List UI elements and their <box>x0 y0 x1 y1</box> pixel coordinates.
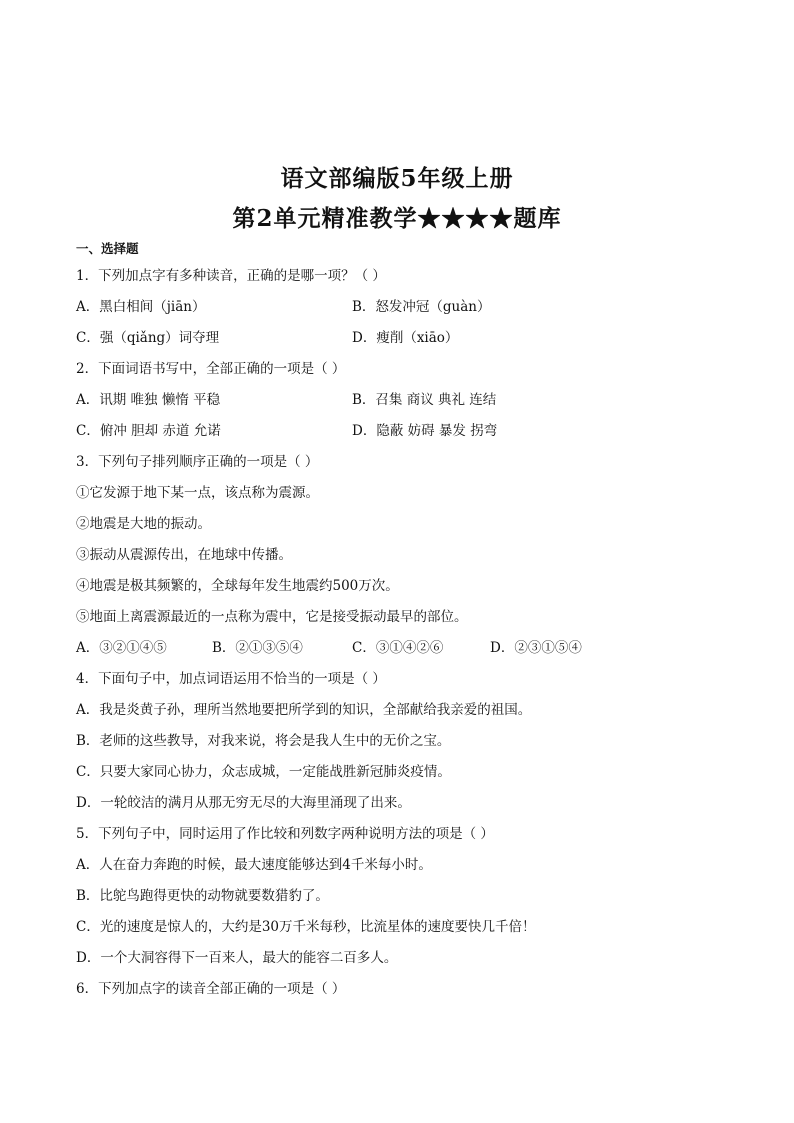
question-4-stem: 4．下面句子中，加点词语运用不恰当的一项是（ ） <box>76 671 386 687</box>
question-3-sentence-3: ③振动从震源传出，在地球中传播。 <box>76 547 292 563</box>
question-3-sentence-5: ⑤地面上离震源最近的一点称为震中，它是接受振动最早的部位。 <box>76 609 468 625</box>
question-4-option-b: B．老师的这些教导，对我来说，将会是我人生中的无价之宝。 <box>76 733 451 749</box>
question-3-sentence-4: ④地震是极其频繁的，全球每年发生地震约500万次。 <box>76 578 399 594</box>
question-3-option-c: C．③①④②⑥ <box>352 640 444 656</box>
question-1-option-d: D．瘦削（xiāo） <box>352 330 459 346</box>
question-1-option-a: A．黑白相间（jiān） <box>76 299 206 315</box>
section-heading: 一、选择题 <box>76 241 139 256</box>
question-5-option-a: A．人在奋力奔跑的时候，最大速度能够达到4千米每小时。 <box>76 857 432 873</box>
question-5-option-c: C．光的速度是惊人的，大约是30万千米每秒，比流星体的速度要快几千倍！ <box>76 919 536 935</box>
question-4-option-c: C．只要大家同心协力，众志成城，一定能战胜新冠肺炎疫情。 <box>76 764 451 780</box>
question-5-stem: 5．下列句子中，同时运用了作比较和列数字两种说明方法的项是（ ） <box>76 826 494 842</box>
question-4-option-d: D．一轮皎洁的满月从那无穷无尽的大海里涌现了出来。 <box>76 795 411 811</box>
question-3-option-a: A．③②①④⑤ <box>76 640 167 656</box>
question-3-stem: 3．下列句子排列顺序正确的一项是（ ） <box>76 454 319 470</box>
question-4-option-a: A．我是炎黄子孙，理所当然地要把所学到的知识，全部献给我亲爱的祖国。 <box>76 702 532 718</box>
question-3-sentence-2: ②地震是大地的振动。 <box>76 516 211 532</box>
question-3-sentence-1: ①它发源于地下某一点，该点称为震源。 <box>76 485 319 501</box>
question-2-stem: 2．下面词语书写中，全部正确的一项是（ ） <box>76 361 346 377</box>
question-3-option-d: D．②③①⑤④ <box>490 640 582 656</box>
question-5-option-d: D．一个大洞容得下一百来人，最大的能容二百多人。 <box>76 950 398 966</box>
question-1-stem: 1．下列加点字有多种读音，正确的是哪一项？（ ） <box>76 268 386 284</box>
question-2-option-b: B．召集 商议 典礼 连结 <box>352 392 497 408</box>
question-6-stem: 6．下列加点字的读音全部正确的一项是（ ） <box>76 981 346 997</box>
question-3-option-b: B．②①③⑤④ <box>212 640 303 656</box>
question-1-option-b: B．怒发冲冠（guàn） <box>352 299 491 315</box>
document-title: 语文部编版5年级上册 <box>280 165 514 192</box>
question-1-option-c: C．强（qiǎng）词夺理 <box>76 330 220 346</box>
question-2-option-a: A．讯期 唯独 懒惰 平稳 <box>76 392 221 408</box>
document-subtitle: 第2单元精准教学★★★★题库 <box>232 205 562 232</box>
question-2-option-c: C．俯冲 胆却 赤道 允诺 <box>76 423 221 439</box>
question-2-option-d: D．隐蔽 妨碍 暴发 拐弯 <box>352 423 498 439</box>
question-5-option-b: B．比鸵鸟跑得更快的动物就要数猎豹了。 <box>76 888 329 904</box>
